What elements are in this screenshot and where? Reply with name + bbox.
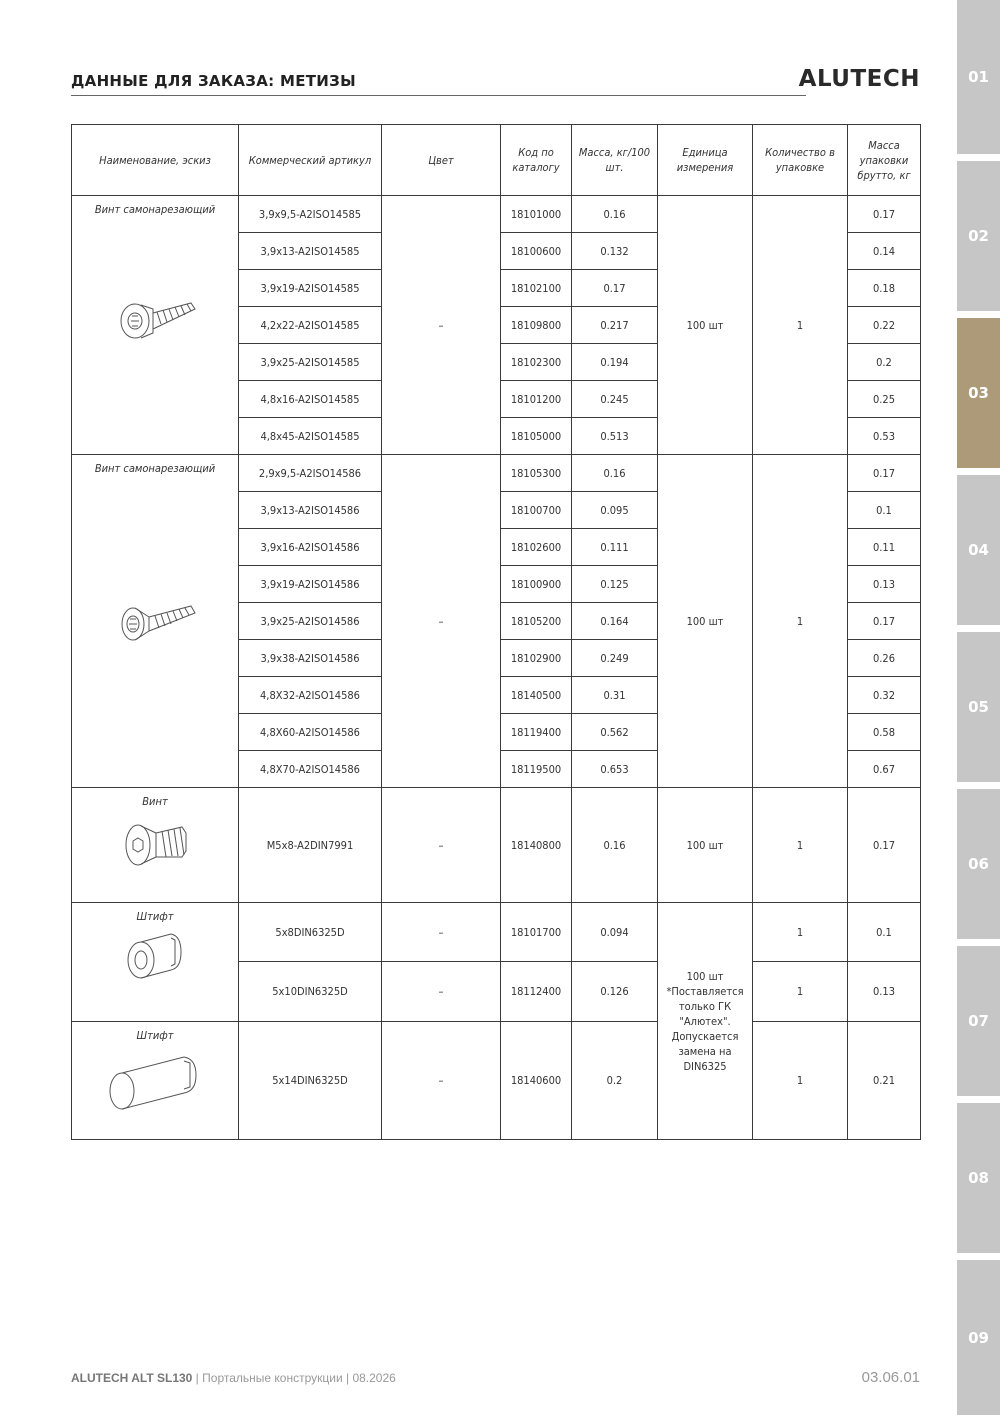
short-dowel-pin-icon — [115, 926, 195, 986]
code-cell: 18100600 — [501, 233, 572, 270]
article-cell: 4,8X32-A2ISO14586 — [239, 677, 382, 714]
tab-label: 07 — [968, 1012, 989, 1030]
color-cell: – — [382, 455, 501, 788]
col-header-mass: Масса, кг/100 шт. — [572, 125, 658, 196]
gross-cell: 0.25 — [848, 381, 921, 418]
qty-cell: 1 — [753, 1022, 848, 1140]
gross-cell: 0.17 — [848, 455, 921, 492]
unit-cell: 100 шт — [658, 788, 753, 903]
mass-cell: 0.245 — [572, 381, 658, 418]
product-name: Штифт — [136, 910, 174, 923]
code-cell: 18140800 — [501, 788, 572, 903]
mass-cell: 0.16 — [572, 455, 658, 492]
gross-cell: 0.53 — [848, 418, 921, 455]
gross-cell: 0.67 — [848, 751, 921, 788]
table-row — [72, 196, 921, 233]
article-cell: 3,9x25-A2ISO14585 — [239, 344, 382, 381]
article-cell: 5x8DIN6325D — [239, 903, 382, 962]
article-cell: 3,9x13-A2ISO14585 — [239, 233, 382, 270]
code-cell: 18102900 — [501, 640, 572, 677]
code-cell: 18101700 — [501, 903, 572, 962]
hardware-order-table — [71, 124, 921, 1140]
gross-cell: 0.2 — [848, 344, 921, 381]
tab-01[interactable] — [957, 0, 1000, 154]
tab-label: 03 — [968, 384, 989, 402]
gross-cell: 0.22 — [848, 307, 921, 344]
gross-cell: 0.18 — [848, 270, 921, 307]
code-cell: 18101200 — [501, 381, 572, 418]
col-header-unit: Единица измерения — [658, 125, 753, 196]
mass-cell: 0.653 — [572, 751, 658, 788]
footer-date: 08.2026 — [352, 1371, 396, 1385]
article-cell: 2,9x9,5-A2ISO14586 — [239, 455, 382, 492]
tab-label: 01 — [968, 68, 989, 86]
tab-09[interactable] — [957, 1260, 1000, 1415]
footer-brand: ALUTECH ALT SL130 — [71, 1371, 193, 1385]
article-cell: 4,8x45-A2ISO14585 — [239, 418, 382, 455]
qty-cell: 1 — [753, 788, 848, 903]
gross-cell: 0.26 — [848, 640, 921, 677]
pin-unit-note-cell: 100 шт *Поставляется только ГК "Алютех". Допускается замена на DIN6325 — [658, 903, 753, 1140]
product-name: Винт — [142, 795, 168, 808]
pan-head-tapping-screw-icon — [105, 285, 205, 355]
product-name-cell — [72, 788, 239, 903]
code-cell: 18109800 — [501, 307, 572, 344]
unit-cell: 100 шт — [658, 196, 753, 455]
mass-cell: 0.164 — [572, 603, 658, 640]
gross-cell: 0.13 — [848, 566, 921, 603]
article-cell: 4,2x22-A2ISO14585 — [239, 307, 382, 344]
col-header-name: Наименование, эскиз — [72, 125, 239, 196]
article-cell: 4,8X60-A2ISO14586 — [239, 714, 382, 751]
col-header-code: Код по каталогу — [501, 125, 572, 196]
article-cell: 3,9x19-A2ISO14585 — [239, 270, 382, 307]
mass-cell: 0.17 — [572, 270, 658, 307]
table-row — [72, 1022, 921, 1140]
footer-separator: | — [342, 1371, 353, 1385]
col-header-color: Цвет — [382, 125, 501, 196]
gross-cell: 0.13 — [848, 962, 921, 1022]
mass-cell: 0.126 — [572, 962, 658, 1022]
gross-cell: 0.21 — [848, 1022, 921, 1140]
section-tabs — [957, 0, 1000, 1415]
mass-cell: 0.132 — [572, 233, 658, 270]
gross-cell: 0.1 — [848, 492, 921, 529]
tab-label: 06 — [968, 855, 989, 873]
mass-cell: 0.125 — [572, 566, 658, 603]
table-row — [72, 455, 921, 492]
mass-cell: 0.2 — [572, 1022, 658, 1140]
color-cell: – — [382, 1022, 501, 1140]
article-cell: 5x14DIN6325D — [239, 1022, 382, 1140]
long-dowel-pin-icon — [100, 1047, 210, 1117]
tab-03[interactable] — [957, 318, 1000, 468]
gross-cell: 0.1 — [848, 903, 921, 962]
product-name: Штифт — [136, 1029, 174, 1042]
product-name: Винт самонарезающий — [94, 462, 216, 475]
col-header-gross: Масса упаковки брутто, кг — [848, 125, 921, 196]
mass-cell: 0.513 — [572, 418, 658, 455]
gross-cell: 0.14 — [848, 233, 921, 270]
code-cell: 18105300 — [501, 455, 572, 492]
color-cell: – — [382, 788, 501, 903]
code-cell: 18119400 — [501, 714, 572, 751]
article-cell: 3,9x13-A2ISO14586 — [239, 492, 382, 529]
countersunk-tapping-screw-icon — [105, 586, 205, 656]
page-title: ДАННЫЕ ДЛЯ ЗАКАЗА: МЕТИЗЫ — [71, 72, 356, 90]
article-cell: 4,8x16-A2ISO14585 — [239, 381, 382, 418]
code-cell: 18102600 — [501, 529, 572, 566]
article-cell: 3,9x25-A2ISO14586 — [239, 603, 382, 640]
article-cell: 3,9x9,5-A2ISO14585 — [239, 196, 382, 233]
mass-cell: 0.194 — [572, 344, 658, 381]
code-cell: 18140600 — [501, 1022, 572, 1140]
code-cell: 18100900 — [501, 566, 572, 603]
mass-cell: 0.16 — [572, 788, 658, 903]
code-cell: 18102100 — [501, 270, 572, 307]
product-name-cell — [72, 455, 239, 788]
tab-07[interactable] — [957, 946, 1000, 1096]
table-header-row — [72, 125, 921, 196]
code-cell: 18101000 — [501, 196, 572, 233]
color-cell: – — [382, 962, 501, 1022]
page-number: 03.06.01 — [861, 1369, 920, 1386]
hex-socket-screw-icon — [110, 811, 200, 875]
tab-05[interactable] — [957, 632, 1000, 782]
color-cell: – — [382, 903, 501, 962]
unit-cell: 100 шт — [658, 455, 753, 788]
tab-08[interactable] — [957, 1103, 1000, 1253]
tab-label: 09 — [968, 1328, 989, 1347]
mass-cell: 0.217 — [572, 307, 658, 344]
qty-cell: 1 — [753, 196, 848, 455]
footer-separator: | — [192, 1371, 203, 1385]
gross-cell: 0.17 — [848, 788, 921, 903]
article-cell: 3,9x38-A2ISO14586 — [239, 640, 382, 677]
color-cell: – — [382, 196, 501, 455]
table-row — [72, 788, 921, 903]
qty-cell: 1 — [753, 962, 848, 1022]
code-cell: 18112400 — [501, 962, 572, 1022]
article-cell: 3,9x16-A2ISO14586 — [239, 529, 382, 566]
mass-cell: 0.31 — [572, 677, 658, 714]
article-cell: 5x10DIN6325D — [239, 962, 382, 1022]
mass-cell: 0.094 — [572, 903, 658, 962]
mass-cell: 0.16 — [572, 196, 658, 233]
mass-cell: 0.111 — [572, 529, 658, 566]
col-header-article: Коммерческий артикул — [239, 125, 382, 196]
qty-cell: 1 — [753, 455, 848, 788]
qty-cell: 1 — [753, 903, 848, 962]
code-cell: 18105000 — [501, 418, 572, 455]
code-cell: 18140500 — [501, 677, 572, 714]
gross-cell: 0.11 — [848, 529, 921, 566]
article-cell: 4,8X70-A2ISO14586 — [239, 751, 382, 788]
footer-doc-title: Портальные конструкции — [202, 1371, 343, 1385]
table-row — [72, 903, 921, 962]
code-cell: 18105200 — [501, 603, 572, 640]
article-cell: M5x8-A2DIN7991 — [239, 788, 382, 903]
tab-label: 02 — [968, 227, 989, 245]
mass-cell: 0.249 — [572, 640, 658, 677]
gross-cell: 0.17 — [848, 196, 921, 233]
code-cell: 18102300 — [501, 344, 572, 381]
footer-left — [71, 1371, 396, 1385]
product-name-cell — [72, 1022, 239, 1140]
code-cell: 18119500 — [501, 751, 572, 788]
col-header-qty: Количество в упаковке — [753, 125, 848, 196]
tab-label: 08 — [968, 1169, 989, 1187]
tab-02[interactable] — [957, 161, 1000, 311]
gross-cell: 0.32 — [848, 677, 921, 714]
product-name: Винт самонарезающий — [94, 203, 216, 216]
header-divider — [71, 95, 806, 96]
product-name-cell — [72, 903, 239, 1022]
tab-label: 05 — [968, 698, 989, 716]
product-name-cell — [72, 196, 239, 455]
mass-cell: 0.562 — [572, 714, 658, 751]
mass-cell: 0.095 — [572, 492, 658, 529]
tab-06[interactable] — [957, 789, 1000, 939]
tab-04[interactable] — [957, 475, 1000, 625]
article-cell: 3,9x19-A2ISO14586 — [239, 566, 382, 603]
tab-label: 04 — [968, 541, 989, 559]
brand-logo: ALUTECH — [798, 66, 920, 92]
gross-cell: 0.58 — [848, 714, 921, 751]
code-cell: 18100700 — [501, 492, 572, 529]
gross-cell: 0.17 — [848, 603, 921, 640]
